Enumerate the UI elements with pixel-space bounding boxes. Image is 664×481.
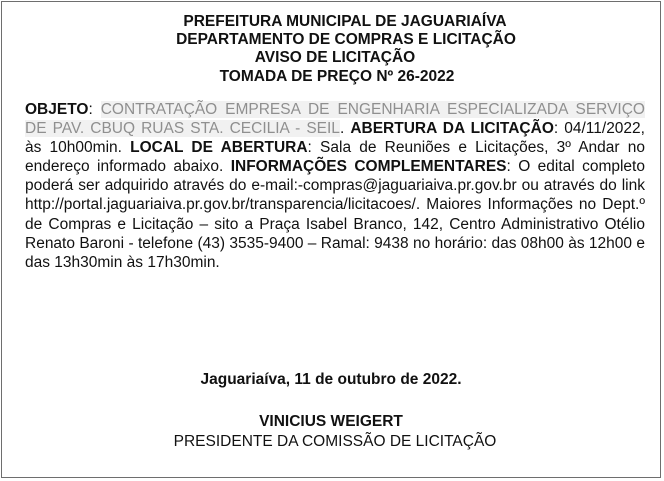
info-text: : O edital completo poderá ser adquirido através do e-mail:-compras@jaguariaiva.pr.gov.br ou através do link http://portal.jaguariaiva.pr.gov.br/transparencia/licitacoes/. Maiores Informações no Dept.º de Compras e Licitação – sito a Praça Isabel Branco, 142, Centro Administrativo Otélio Renato Baroni - telefone (43) 3535-9400 – Ramal: 9438 no horário: das 08h00 às 12h00 e das 13h30min às 17h30min. bbox=[25, 158, 645, 271]
abertura-label: ABERTURA DA LICITAÇÃO bbox=[350, 120, 554, 138]
objeto-end: . bbox=[339, 120, 351, 138]
objeto-separator: : bbox=[88, 101, 101, 118]
date-line: Jaguariaíva, 11 de outubro de 2022. bbox=[200, 371, 462, 388]
bid-number: TOMADA DE PREÇO Nº 26-2022 bbox=[219, 67, 455, 85]
notice-header bbox=[2, 13, 660, 86]
department-title: DEPARTAMENTO DE COMPRAS E LICITAÇÃO bbox=[176, 31, 516, 49]
notice-body bbox=[25, 100, 645, 272]
objeto-text: CONTRATAÇÃO EMPRESA DE ENGENHARIA ESPECIALIZADA SERVIÇO DE PAV. CBUQ RUAS STA. CECILIA - SEIL bbox=[25, 101, 645, 138]
local-label: LOCAL DE ABERTURA bbox=[130, 139, 308, 157]
objeto-label: OBJETO bbox=[25, 101, 89, 118]
local-text: : Sala de Reuniões e Licitações, 3º Andar no endereço informado abaixo. bbox=[25, 139, 645, 176]
abertura-text: : 04/11/2022, às 10h00min. bbox=[25, 120, 645, 157]
notice-title: AVISO DE LICITAÇÃO bbox=[254, 49, 416, 67]
signer-title: PRESIDENTE DA COMISSÃO DE LICITAÇÃO bbox=[173, 433, 497, 450]
signer-name: VINICIUS WEIGERT bbox=[259, 413, 403, 430]
municipality-title: PREFEITURA MUNICIPAL DE JAGUARIAÍVA bbox=[183, 13, 507, 30]
info-label: INFORMAÇÕES COMPLEMENTARES bbox=[230, 158, 507, 176]
bid-notice bbox=[1, 1, 661, 478]
